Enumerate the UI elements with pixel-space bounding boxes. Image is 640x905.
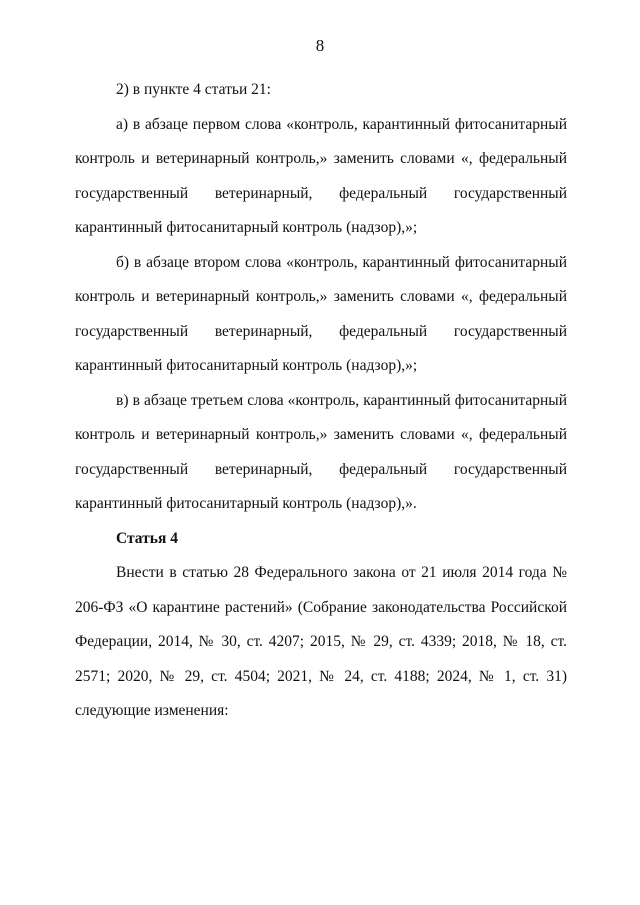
page-number: 8 <box>315 36 325 55</box>
item-2-heading: 2) в пункте 4 статьи 21: <box>116 81 271 98</box>
article-4-heading: Статья 4 <box>116 529 178 547</box>
subitem-b: б) в абзаце втором слова «контроль, карантинный фитосанитарный контроль и ветеринарный контроль,» заменить словами «, федеральный государственный ветеринарный, федеральный государственный карантинный фитосанитарный контроль (надзор),»; <box>75 253 567 374</box>
article-4-body: Внести в статью 28 Федерального закона от 21 июля 2014 года № 206-ФЗ «О карантине растений» (Собрание законодательства Российской Федерации, 2014, № 30, ст. 4207; 2015, № 29, ст. 4339; 2018, № 18, ст. 2571; 2020, № 29, ст. 4504; 2021, № 24, ст. 4188; 2024, № 1, ст. 31) следующие изменения: <box>75 564 567 719</box>
subitem-a: а) в абзаце первом слова «контроль, карантинный фитосанитарный контроль и ветеринарный контроль,» заменить словами «, федеральный государственный ветеринарный, федеральный государственный карантинный фитосанитарный контроль (надзор),»; <box>75 115 567 236</box>
document-body <box>75 73 567 729</box>
subitem-v: в) в абзаце третьем слова «контроль, карантинный фитосанитарный контроль и ветеринарный контроль,» заменить словами «, федеральный государственный ветеринарный, федеральный государственный карантинный фитосанитарный контроль (надзор),». <box>75 391 567 512</box>
